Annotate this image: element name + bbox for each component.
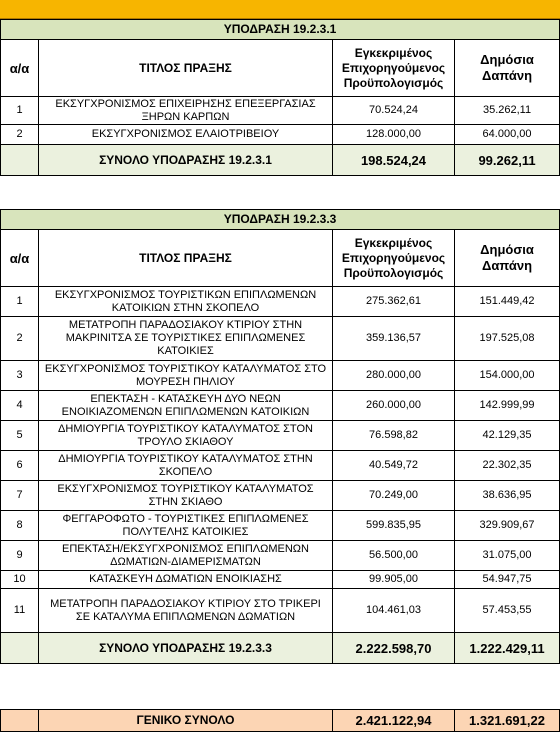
row-number: 7 bbox=[1, 481, 39, 511]
table-row bbox=[1, 571, 560, 589]
row-public: 42.129,35 bbox=[455, 421, 560, 451]
row-budget: 56.500,00 bbox=[333, 541, 455, 571]
row-title: ΚΑΤΑΣΚΕΥΗ ΔΩΜΑΤΙΩΝ ΕΝΟΙΚΙΑΣΗΣ bbox=[39, 571, 333, 589]
table-row bbox=[1, 511, 560, 541]
row-number: 2 bbox=[1, 317, 39, 361]
row-title: ΕΠΕΚΤΑΣΗ/ΕΚΣΥΓΧΡΟΝΙΣΜΟΣ ΕΠΙΠΛΩΜΕΝΩΝ ΔΩΜΑΤΙΩΝ-ΔΙΑΜΕΡΙΣΜΑΤΩΝ bbox=[39, 541, 333, 571]
row-title: ΜΕΤΑΤΡΟΠΗ ΠΑΡΑΔΟΣΙΑΚΟΥ ΚΤΙΡΙΟΥ ΣΤΟ ΤΡΙΚΕΡΙ ΣΕ ΚΑΤΑΛΥΜΑ ΕΠΙΠΛΩΜΕΝΩΝ ΔΩΜΑΤΙΩΝ bbox=[39, 589, 333, 633]
table-grand-total bbox=[0, 709, 560, 732]
row-public: 64.000,00 bbox=[455, 125, 560, 145]
table-row bbox=[1, 125, 560, 145]
table-row bbox=[1, 97, 560, 125]
row-number: 4 bbox=[1, 391, 39, 421]
table-row bbox=[1, 481, 560, 511]
row-budget: 99.905,00 bbox=[333, 571, 455, 589]
row-public: 154.000,00 bbox=[455, 361, 560, 391]
total-empty-cell bbox=[1, 633, 39, 664]
table-subaction-19-2-3-1 bbox=[0, 19, 560, 176]
total-empty-cell bbox=[1, 145, 39, 176]
row-public: 151.449,42 bbox=[455, 287, 560, 317]
row-title: ΕΚΣΥΓΧΡΟΝΙΣΜΟΣ ΕΛΑΙΟΤΡΙΒΕΙΟΥ bbox=[39, 125, 333, 145]
row-title: ΦΕΓΓΑΡΟΦΩΤΟ - ΤΟΥΡΙΣΤΙΚΕΣ ΕΠΙΠΛΩΜΕΝΕΣ ΠΟΛΥΤΕΛΗΣ ΚΑΤΟΙΚΙΕΣ bbox=[39, 511, 333, 541]
row-number: 2 bbox=[1, 125, 39, 145]
row-public: 54.947,75 bbox=[455, 571, 560, 589]
row-number: 9 bbox=[1, 541, 39, 571]
row-title: ΕΚΣΥΓΧΡΟΝΙΣΜΟΣ ΕΠΙΧΕΙΡΗΣΗΣ ΕΠΕΞΕΡΓΑΣΙΑΣ ΞΗΡΩΝ ΚΑΡΠΩΝ bbox=[39, 97, 333, 125]
row-budget: 70.524,24 bbox=[333, 97, 455, 125]
row-title: ΕΚΣΥΓΧΡΟΝΙΣΜΟΣ ΤΟΥΡΙΣΤΙΚΟΥ ΚΑΤΑΛΥΜΑΤΟΣ ΣΤΟ ΜΟΥΡΕΣΗ ΠΗΛΙΟΥ bbox=[39, 361, 333, 391]
section-title: ΥΠΟΔΡΑΣΗ 19.2.3.3 bbox=[1, 210, 560, 230]
column-header-aa: α/α bbox=[1, 40, 39, 97]
subtotal-budget: 2.222.598,70 bbox=[333, 633, 455, 664]
row-budget: 40.549,72 bbox=[333, 451, 455, 481]
table-row bbox=[1, 421, 560, 451]
column-header-title: ΤΙΤΛΟΣ ΠΡΑΞΗΣ bbox=[39, 230, 333, 287]
row-budget: 104.461,03 bbox=[333, 589, 455, 633]
row-budget: 70.249,00 bbox=[333, 481, 455, 511]
row-title: ΔΗΜΙΟΥΡΓΙΑ ΤΟΥΡΙΣΤΙΚΟΥ ΚΑΤΑΛΥΜΑΤΟΣ ΣΤΗΝ ΣΚΟΠΕΛΟ bbox=[39, 451, 333, 481]
row-number: 10 bbox=[1, 571, 39, 589]
row-number: 1 bbox=[1, 287, 39, 317]
row-public: 197.525,08 bbox=[455, 317, 560, 361]
grand-total-public: 1.321.691,22 bbox=[455, 710, 560, 732]
row-title: ΕΠΕΚΤΑΣΗ - ΚΑΤΑΣΚΕΥΗ ΔΥΟ ΝΕΩΝ ΕΝΟΙΚΙΑΖΟΜΕΝΩΝ ΕΠΙΠΛΩΜΕΝΩΝ ΚΑΤΟΙΚΙΩΝ bbox=[39, 391, 333, 421]
row-budget: 260.000,00 bbox=[333, 391, 455, 421]
grand-total-budget: 2.421.122,94 bbox=[333, 710, 455, 732]
table-subaction-19-2-3-3 bbox=[0, 209, 560, 664]
row-public: 22.302,35 bbox=[455, 451, 560, 481]
grand-empty-cell bbox=[1, 710, 39, 732]
row-title: ΔΗΜΙΟΥΡΓΙΑ ΤΟΥΡΙΣΤΙΚΟΥ ΚΑΤΑΛΥΜΑΤΟΣ ΣΤΟΝ ΤΡΟΥΛΟ ΣΚΙΑΘΟΥ bbox=[39, 421, 333, 451]
row-number: 3 bbox=[1, 361, 39, 391]
row-number: 5 bbox=[1, 421, 39, 451]
table-row bbox=[1, 287, 560, 317]
column-header-title: ΤΙΤΛΟΣ ΠΡΑΞΗΣ bbox=[39, 40, 333, 97]
row-public: 142.999,99 bbox=[455, 391, 560, 421]
row-title: ΕΚΣΥΓΧΡΟΝΙΣΜΟΣ ΤΟΥΡΙΣΤΙΚΩΝ ΕΠΙΠΛΩΜΕΝΩΝ ΚΑΤΟΙΚΙΩΝ ΣΤΗΝ ΣΚΟΠΕΛΟ bbox=[39, 287, 333, 317]
row-public: 35.262,11 bbox=[455, 97, 560, 125]
table-row bbox=[1, 589, 560, 633]
table-row bbox=[1, 391, 560, 421]
row-budget: 599.835,95 bbox=[333, 511, 455, 541]
section-title: ΥΠΟΔΡΑΣΗ 19.2.3.1 bbox=[1, 20, 560, 40]
subtotal-label: ΣΥΝΟΛΟ ΥΠΟΔΡΑΣΗΣ 19.2.3.1 bbox=[39, 145, 333, 176]
row-title: ΕΚΣΥΓΧΡΟΝΙΣΜΟΣ ΤΟΥΡΙΣΤΙΚΟΥ ΚΑΤΑΛΥΜΑΤΟΣ ΣΤΗΝ ΣΚΙΑΘΟ bbox=[39, 481, 333, 511]
subtotal-public: 99.262,11 bbox=[455, 145, 560, 176]
column-header-aa: α/α bbox=[1, 230, 39, 287]
row-title: ΜΕΤΑΤΡΟΠΗ ΠΑΡΑΔΟΣΙΑΚΟΥ ΚΤΙΡΙΟΥ ΣΤΗΝ ΜΑΚΡΙΝΙΤΣΑ ΣΕ ΤΟΥΡΙΣΤΙΚΕΣ ΕΠΙΠΛΩΜΕΝΕΣ ΚΑΤΟΙΚΙΕΣ bbox=[39, 317, 333, 361]
subtotal-public: 1.222.429,11 bbox=[455, 633, 560, 664]
top-accent-bar bbox=[0, 0, 560, 19]
row-budget: 280.000,00 bbox=[333, 361, 455, 391]
grand-total-label: ΓΕΝΙΚΟ ΣΥΝΟΛΟ bbox=[39, 710, 333, 732]
table-row bbox=[1, 317, 560, 361]
row-public: 57.453,55 bbox=[455, 589, 560, 633]
table-row bbox=[1, 361, 560, 391]
row-public: 31.075,00 bbox=[455, 541, 560, 571]
column-header-public: Δημόσια Δαπάνη bbox=[455, 40, 560, 97]
subtotal-budget: 198.524,24 bbox=[333, 145, 455, 176]
table-row bbox=[1, 451, 560, 481]
column-header-budget: Εγκεκριμένος Επιχορηγούμενος Προϋπολογισμός bbox=[333, 230, 455, 287]
row-budget: 128.000,00 bbox=[333, 125, 455, 145]
row-number: 11 bbox=[1, 589, 39, 633]
row-budget: 275.362,61 bbox=[333, 287, 455, 317]
row-public: 38.636,95 bbox=[455, 481, 560, 511]
subtotal-label: ΣΥΝΟΛΟ ΥΠΟΔΡΑΣΗΣ 19.2.3.3 bbox=[39, 633, 333, 664]
column-header-budget: Εγκεκριμένος Επιχορηγούμενος Προϋπολογισμός bbox=[333, 40, 455, 97]
table-row bbox=[1, 541, 560, 571]
row-number: 8 bbox=[1, 511, 39, 541]
row-public: 329.909,67 bbox=[455, 511, 560, 541]
column-header-public: Δημόσια Δαπάνη bbox=[455, 230, 560, 287]
row-number: 1 bbox=[1, 97, 39, 125]
row-budget: 76.598,82 bbox=[333, 421, 455, 451]
row-number: 6 bbox=[1, 451, 39, 481]
row-budget: 359.136,57 bbox=[333, 317, 455, 361]
